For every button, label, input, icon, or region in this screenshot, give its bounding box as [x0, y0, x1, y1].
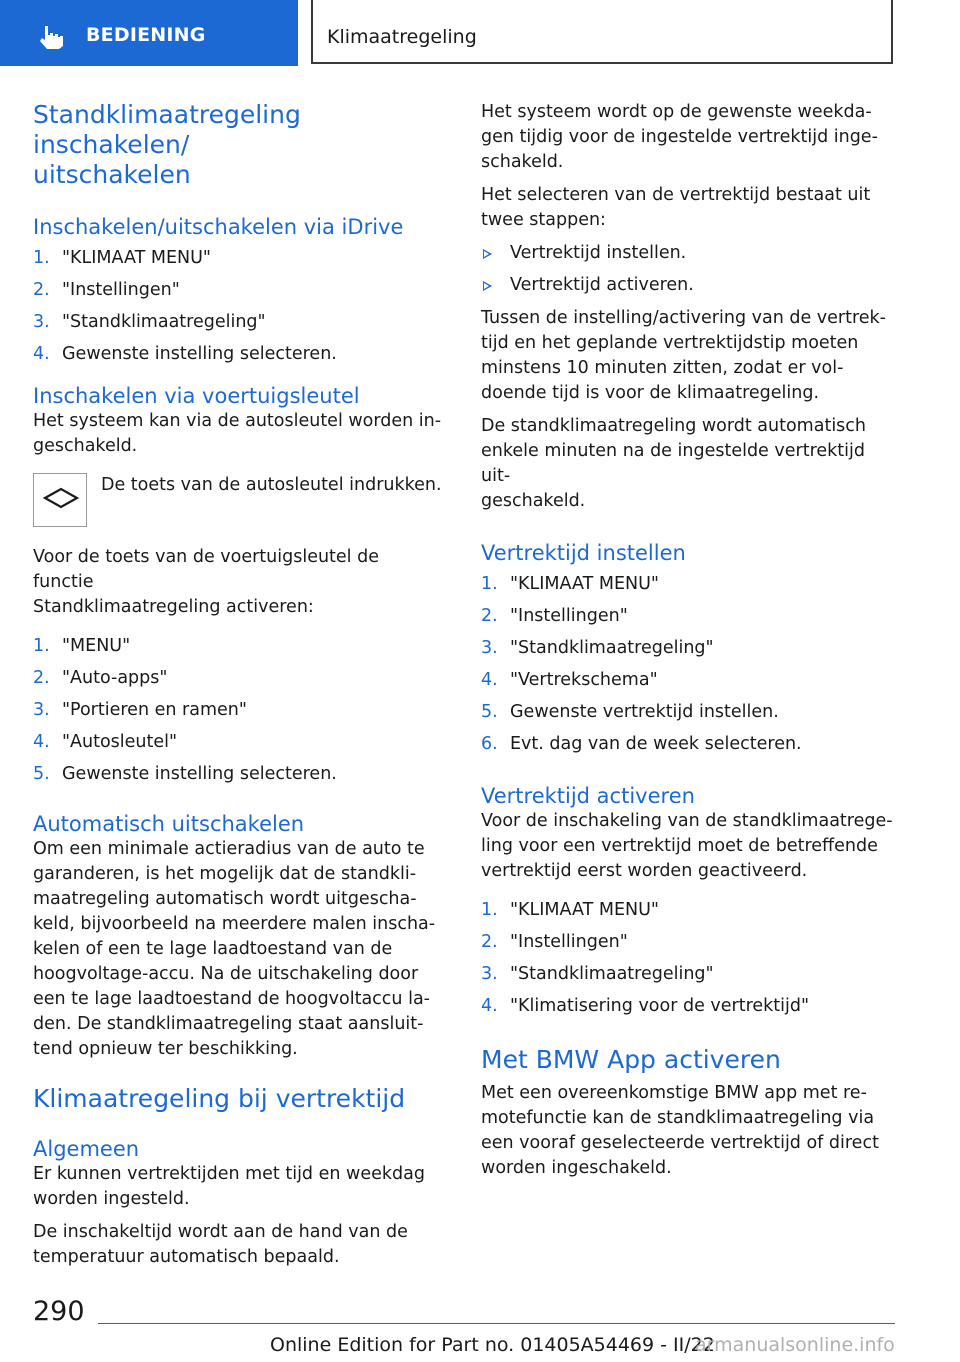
set-steps	[481, 572, 895, 757]
activate-steps	[481, 898, 895, 1019]
bullet-text: Vertrektijd instellen.	[510, 243, 687, 263]
general-text-2: De inschakeltijd wordt aan de hand van de temperatuur automatisch bepaald.	[33, 1222, 408, 1267]
auto-off-text: Om een minimale actieradius van de auto te garanderen, is het mogelijk dat de standkli- maatregeling automatisch wordt uitgescha- keld, bijvoorbeeld na meerdere malen inscha- kelen of een te lage laadtoestand van de hoogvoltage-accu. Na de uitschakeling door een te lage laadtoestand de hoogvoltaccu la- den. De standklimaatregeling staat aansluit- tend opnieuw ter beschikking.	[33, 839, 436, 1059]
section-tab	[0, 0, 298, 66]
key-button-box	[33, 473, 87, 527]
step-number: 1.	[481, 574, 498, 594]
list-item	[481, 636, 895, 661]
step-number: 2.	[33, 668, 50, 688]
step-number: 4.	[33, 732, 50, 752]
page-header	[0, 0, 960, 66]
key-intro: Het systeem kan via de autosleutel worden in- geschakeld.	[33, 411, 442, 456]
list-item	[33, 310, 443, 335]
chapter-box	[311, 0, 893, 64]
step-number: 4.	[481, 670, 498, 690]
step-text: "Klimatisering voor de vertrektijd"	[510, 996, 810, 1016]
right-para-4: De standklimaatregeling wordt automatisch enkele minuten na de ingestelde vertrektijd uit- geschakeld.	[481, 416, 867, 511]
bullet-text: Vertrektijd activeren.	[510, 275, 694, 295]
footer-edition: Online Edition for Part no. 01405A54469 - II/22	[270, 1334, 715, 1356]
step-text: "KLIMAAT MENU"	[510, 574, 659, 594]
list-item	[481, 241, 895, 266]
activate-text: Voor de inschakeling van de standklimaatrege- ling voor een vertrektijd moet de betreffende vertrektijd eerst worden geactiveerd.	[481, 811, 893, 881]
heading-activate-departure: Vertrektijd activeren	[481, 784, 695, 808]
step-text: "Vertrekschema"	[510, 670, 658, 690]
step-number: 1.	[33, 636, 50, 656]
heading-departure: Klimaatregeling bij vertrektijd	[33, 1084, 406, 1113]
step-number: 6.	[481, 734, 498, 754]
list-item	[33, 666, 443, 691]
list-item	[481, 994, 895, 1019]
step-text: "Instellingen"	[510, 932, 628, 952]
list-item	[33, 634, 443, 659]
list-item	[481, 930, 895, 955]
section-title: BEDIENING	[86, 24, 206, 46]
bullet-list	[481, 241, 895, 298]
step-number: 3.	[481, 964, 498, 984]
step-text: "KLIMAAT MENU"	[62, 248, 211, 268]
idrive-steps	[33, 246, 443, 367]
list-item	[481, 273, 895, 298]
list-item	[33, 730, 443, 755]
list-item	[33, 698, 443, 723]
step-text: "Standklimaatregeling"	[62, 312, 266, 332]
list-item	[481, 668, 895, 693]
right-para-3: Tussen de instelling/activering van de vertrek- tijd en het geplande vertrektijdstip moeten minstens 10 minuten zitten, zodat er vol- doende tijd is voor de klimaatregeling.	[481, 308, 886, 403]
list-item	[481, 962, 895, 987]
step-text: "Portieren en ramen"	[62, 700, 247, 720]
step-number: 2.	[481, 932, 498, 952]
step-text: "Standklimaatregeling"	[510, 964, 714, 984]
diamond-key-icon	[42, 485, 80, 511]
list-item	[33, 278, 443, 303]
heading-key: Inschakelen via voertuigsleutel	[33, 384, 360, 408]
key-press-text: De toets van de autosleutel indrukken.	[101, 475, 442, 495]
list-item	[33, 246, 443, 271]
step-text: "Instellingen"	[62, 280, 180, 300]
heading-auto-off: Automatisch uitschakelen	[33, 812, 305, 836]
key-activate: Voor de toets van de voertuigsleutel de functie Standklimaatregeling activeren:	[33, 547, 379, 617]
heading-main: Standklimaatregeling inschakelen/ uitschakelen	[33, 100, 301, 189]
step-text: Gewenste instelling selecteren.	[62, 344, 337, 364]
list-item	[481, 572, 895, 597]
step-text: "Instellingen"	[510, 606, 628, 626]
triangle-bullet-icon	[483, 281, 492, 291]
step-text: Gewenste vertrektijd instellen.	[510, 702, 779, 722]
step-text: "Auto-apps"	[62, 668, 168, 688]
footer-divider	[98, 1323, 895, 1324]
footer-watermark[interactable]: armanualsonline.info	[695, 1334, 895, 1356]
hand-pointer-icon	[36, 24, 66, 50]
heading-idrive: Inschakelen/uitschakelen via iDrive	[33, 215, 404, 239]
step-number: 4.	[481, 996, 498, 1016]
step-number: 1.	[481, 900, 498, 920]
step-text: "MENU"	[62, 636, 131, 656]
page-number: 290	[33, 1296, 85, 1327]
right-para-1: Het systeem wordt op de gewenste weekda- gen tijdig voor de ingestelde vertrektijd inge- schakeld.	[481, 102, 878, 172]
general-text-1: Er kunnen vertrektijden met tijd en weekdag worden ingesteld.	[33, 1164, 425, 1209]
right-column	[481, 100, 895, 1181]
step-number: 5.	[33, 764, 50, 784]
step-number: 2.	[481, 606, 498, 626]
triangle-bullet-icon	[483, 249, 492, 259]
list-item	[33, 762, 443, 787]
step-number: 4.	[33, 344, 50, 364]
left-column	[33, 100, 443, 1270]
list-item	[481, 898, 895, 923]
list-item	[481, 604, 895, 629]
step-number: 3.	[33, 312, 50, 332]
bmw-app-text: Met een overeenkomstige BMW app met re- motefunctie kan de standklimaatregeling via een vooraf geselecteerde vertrektijd of direct worden ingeschakeld.	[481, 1083, 879, 1178]
step-text: "Autosleutel"	[62, 732, 178, 752]
key-instruction	[33, 473, 443, 535]
step-text: Gewenste instelling selecteren.	[62, 764, 337, 784]
list-item	[33, 342, 443, 367]
step-number: 3.	[33, 700, 50, 720]
step-text: "Standklimaatregeling"	[510, 638, 714, 658]
step-text: "KLIMAAT MENU"	[510, 900, 659, 920]
heading-bmw-app: Met BMW App activeren	[481, 1045, 781, 1074]
step-number: 3.	[481, 638, 498, 658]
chapter-title: Klimaatregeling	[327, 26, 477, 48]
list-item	[481, 700, 895, 725]
step-text: Evt. dag van de week selecteren.	[510, 734, 802, 754]
step-number: 5.	[481, 702, 498, 722]
heading-set-departure: Vertrektijd instellen	[481, 541, 686, 565]
step-number: 2.	[33, 280, 50, 300]
heading-general: Algemeen	[33, 1137, 140, 1161]
right-para-2: Het selecteren van de vertrektijd bestaat uit twee stappen:	[481, 185, 871, 230]
list-item	[481, 732, 895, 757]
key-steps	[33, 634, 443, 787]
step-number: 1.	[33, 248, 50, 268]
